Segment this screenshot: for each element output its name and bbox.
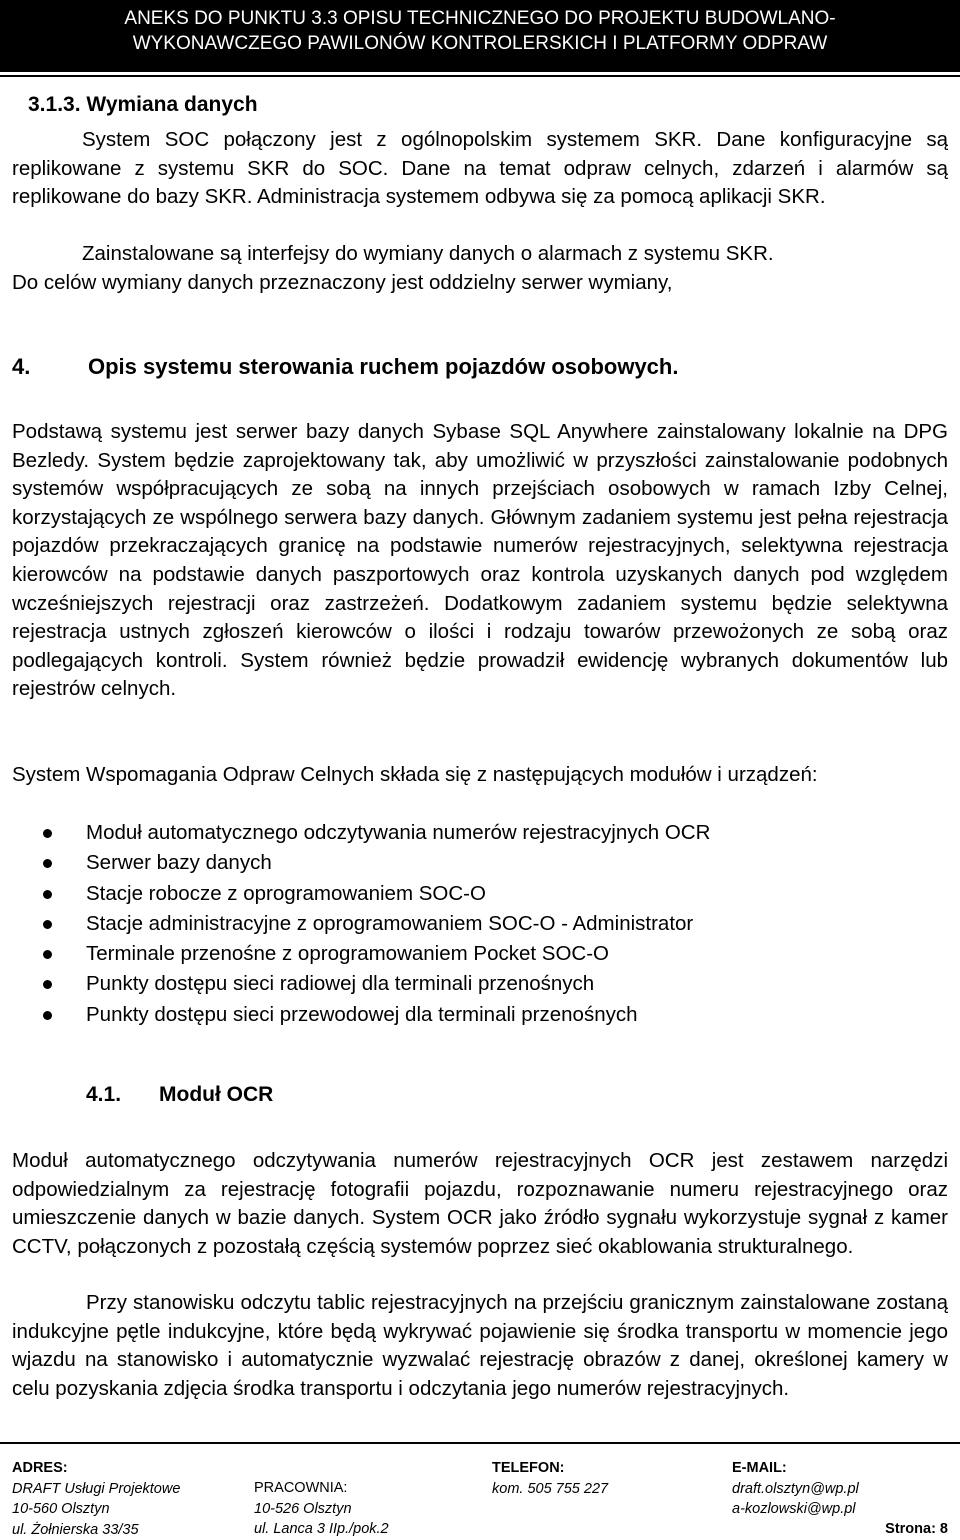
bullet-icon xyxy=(43,920,52,929)
section-41-paragraph-1: Moduł automatycznego odczytywania numerów rejestracyjnych OCR jest zestawem narzędzi odpowiedzialnym za rejestrację fotografii pojazdu, rozpoznawanie numeru rejestracyjnego oraz umieszczenie danych w bazie danych. System OCR jako źródło sygnału wykorzystuje sygnał z kamer CCTV, połączonych z pozostałą częścią systemów poprzez sieć okablowania strukturalnego. xyxy=(12,1147,948,1261)
footer-phone-number: kom. 505 755 227 xyxy=(492,1479,608,1500)
section-313-heading: 3.1.3. Wymiana danych xyxy=(28,91,258,119)
list-item xyxy=(40,818,940,848)
footer-company: DRAFT Usługi Projektowe xyxy=(12,1479,180,1500)
list-item-text: Punkty dostępu sieci przewodowej dla terminali przenośnych xyxy=(86,1003,638,1026)
footer-street: ul. Żołnierska 33/35 xyxy=(12,1520,180,1540)
footer-studio-postal: 10-526 Olsztyn xyxy=(254,1499,389,1520)
section-313-paragraph-1: System SOC połączony jest z ogólnopolskim systemem SKR. Dane konfiguracyjne są replikowane z systemu SKR do SOC. Dane na temat odpraw celnych, zdarzeń i alarmów są replikowane do bazy SKR. Administracja systemem odbywa się za pomocą aplikacji SKR. xyxy=(12,126,948,212)
footer-studio-label: PRACOWNIA: xyxy=(254,1478,389,1499)
footer-phone-label: TELEFON: xyxy=(492,1458,608,1479)
list-item xyxy=(40,909,940,939)
list-item-text: Serwer bazy danych xyxy=(86,851,272,874)
section-4-title: Opis systemu sterowania ruchem pojazdów osobowych. xyxy=(88,354,678,379)
header-line-2: WYKONAWCZEGO PAWILONÓW KONTROLERSKICH I PLATFORMY ODPRAW xyxy=(0,31,960,56)
section-4-number: 4. xyxy=(12,352,88,382)
list-item-text: Stacje robocze z oprogramowaniem SOC-O xyxy=(86,882,486,905)
section-41-title: Moduł OCR xyxy=(159,1083,273,1106)
section-313-paragraph-2: Zainstalowane są interfejsy do wymiany danych o alarmach z systemu SKR. xyxy=(12,240,948,269)
footer-divider xyxy=(0,1442,960,1444)
section-41-paragraph-2: Przy stanowisku odczytu tablic rejestracyjnych na przejściu granicznym zainstalowane zostaną indukcyjne pętle indukcyjne, które będą wykrywać pojawienie się środka transportu w momencie jego wjazdu na stanowisko i automatycznie wyzwalać rejestrację obrazów z danej, określonej kamery w celu pozyskania zdjęcia środka transportu i odczytania jego numerów rejestracyjnych. xyxy=(12,1289,948,1403)
document-header xyxy=(0,0,960,72)
list-item xyxy=(40,848,940,878)
footer-email-label: E-MAIL: xyxy=(732,1458,859,1479)
list-item-text: Moduł automatycznego odczytywania numerów rejestracyjnych OCR xyxy=(86,821,710,844)
section-4-paragraph-1: Podstawą systemu jest serwer bazy danych Sybase SQL Anywhere zainstalowany lokalnie na DPG Bezledy. System będzie zaprojektowany tak, aby umożliwić w przyszłości zainstalowanie podobnych systemów współpracujących ze sobą na innych przejściach osobowych w ramach Izby Celnej, korzystających ze wspólnego serwera bazy danych. Głównym zadaniem systemu jest pełna rejestracja pojazdów przekraczających granicę na podstawie numerów rejestracyjnych, selektywna rejestracja kierowców na podstawie danych paszportowych oraz kontrola uzyskanych danych pod względem wcześniejszych rejestracji oraz zastrzeżeń. Dodatkowym zadaniem systemu będzie selektywna rejestracja ustnych zgłoszeń kierowców o ilości i rodzaju towarów przewożonych ze sobą oraz podlegających kontroli. System również będzie prowadził ewidencję wybranych dokumentów lub rejestrów celnych. xyxy=(12,418,948,704)
bullet-icon xyxy=(43,859,52,868)
bullet-icon xyxy=(43,1011,52,1020)
list-item xyxy=(40,969,940,999)
footer-studio-street: ul. Lanca 3 IIp./pok.2 xyxy=(254,1519,389,1540)
footer-address-label: ADRES: xyxy=(12,1458,180,1479)
footer-address xyxy=(12,1458,180,1540)
list-item-text: Punkty dostępu sieci radiowej dla terminali przenośnych xyxy=(86,972,594,995)
page-number: Strona: 8 xyxy=(885,1519,948,1540)
header-divider xyxy=(0,75,960,77)
section-41-number: 4.1. xyxy=(86,1081,159,1109)
list-item xyxy=(40,879,940,909)
footer-studio xyxy=(254,1478,389,1540)
footer-postal: 10-560 Olsztyn xyxy=(12,1499,180,1520)
modules-list xyxy=(40,818,940,1030)
header-line-1: ANEKS DO PUNKTU 3.3 OPISU TECHNICZNEGO DO PROJEKTU BUDOWLANO- xyxy=(0,6,960,31)
footer-email-1: draft.olsztyn@wp.pl xyxy=(732,1479,859,1500)
section-4-heading xyxy=(12,352,678,382)
bullet-icon xyxy=(43,950,52,959)
list-item xyxy=(40,939,940,969)
footer-email xyxy=(732,1458,859,1520)
bullet-icon xyxy=(43,980,52,989)
bullet-icon xyxy=(43,829,52,838)
bullet-icon xyxy=(43,890,52,899)
section-41-heading xyxy=(86,1081,273,1109)
list-item-text: Stacje administracyjne z oprogramowaniem SOC-O - Administrator xyxy=(86,912,693,935)
footer-email-2: a-kozlowski@wp.pl xyxy=(732,1499,859,1520)
section-4-paragraph-2: System Wspomagania Odpraw Celnych składa się z następujących modułów i urządzeń: xyxy=(12,761,948,790)
list-item xyxy=(40,1000,940,1030)
footer-phone xyxy=(492,1458,608,1499)
document-footer xyxy=(12,1458,948,1539)
section-313-paragraph-3: Do celów wymiany danych przeznaczony jest oddzielny serwer wymiany, xyxy=(12,269,948,298)
list-item-text: Terminale przenośne z oprogramowaniem Pocket SOC-O xyxy=(86,942,609,965)
